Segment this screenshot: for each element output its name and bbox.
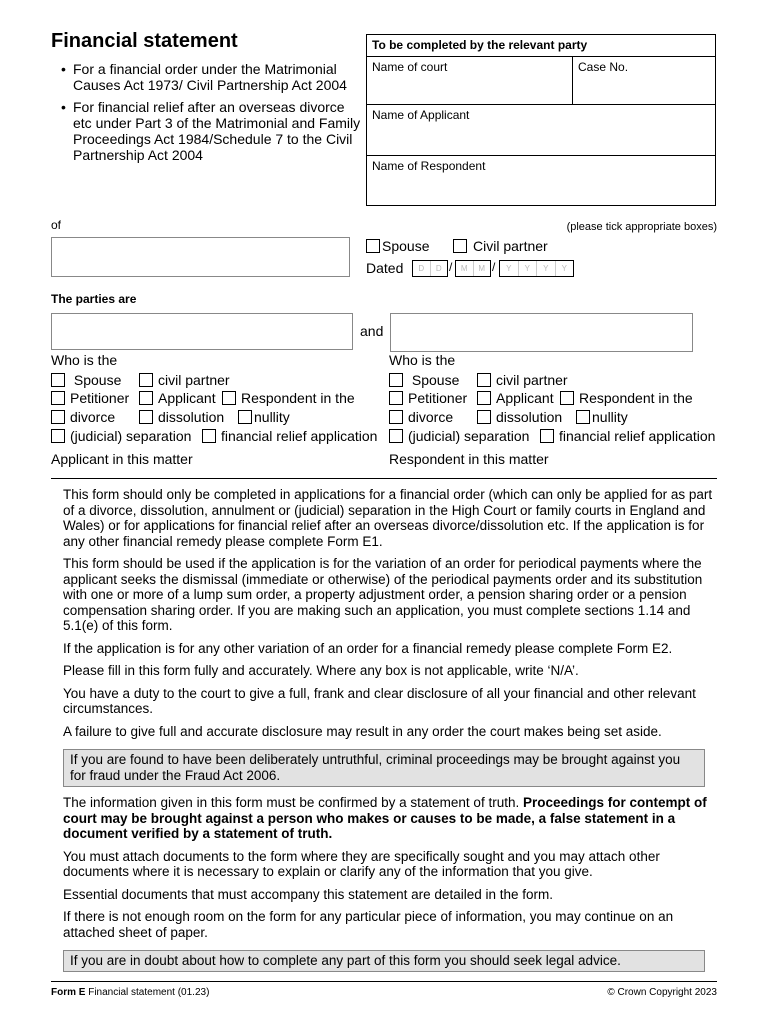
of-civil-partner-checkbox[interactable] bbox=[453, 239, 467, 253]
left-spouse-label: Spouse bbox=[73, 372, 122, 388]
right-civil-partner-label: civil partner bbox=[496, 372, 568, 388]
right-nullity-checkbox[interactable] bbox=[576, 410, 590, 424]
right-financial-relief-label: financial relief application bbox=[559, 428, 716, 444]
court-case-row bbox=[367, 57, 715, 105]
date-separator-2: / bbox=[492, 260, 496, 274]
respondent-in-matter: Respondent in this matter bbox=[389, 451, 549, 467]
left-petitioner-option[interactable] bbox=[51, 390, 129, 406]
right-petitioner-checkbox[interactable] bbox=[389, 391, 403, 405]
left-civil-partner-option[interactable] bbox=[139, 372, 230, 388]
right-nullity-option[interactable] bbox=[576, 409, 628, 425]
month-digit-2: M bbox=[478, 264, 486, 273]
left-divorce-checkbox[interactable] bbox=[51, 410, 65, 424]
section-divider bbox=[51, 478, 717, 479]
left-dissolution-checkbox[interactable] bbox=[139, 410, 153, 424]
of-spouse-checkbox[interactable] bbox=[366, 239, 380, 253]
instruction-p7 bbox=[63, 795, 713, 842]
page-title: Financial statement bbox=[51, 30, 238, 52]
of-spouse-label: Spouse bbox=[382, 238, 430, 254]
right-separation-checkbox[interactable] bbox=[389, 429, 403, 443]
right-dissolution-option[interactable] bbox=[477, 409, 562, 425]
left-spouse-option[interactable] bbox=[51, 372, 121, 388]
left-separation-checkbox[interactable] bbox=[51, 429, 65, 443]
dated-label: Dated bbox=[366, 260, 404, 276]
left-petitioner-label: Petitioner bbox=[70, 390, 130, 406]
applicant-in-matter: Applicant in this matter bbox=[51, 451, 193, 467]
applicant-name-field[interactable] bbox=[367, 105, 715, 156]
left-financial-relief-option[interactable] bbox=[202, 428, 377, 444]
month-digit-1: M bbox=[456, 261, 474, 276]
left-civil-partner-checkbox[interactable] bbox=[139, 373, 153, 387]
instruction-p7-plain: The information given in this form must be confirmed by a statement of truth. bbox=[63, 795, 523, 810]
right-applicant-label: Applicant bbox=[496, 390, 554, 406]
instructions-block bbox=[63, 487, 713, 746]
left-civil-partner-label: civil partner bbox=[158, 372, 230, 388]
form-id: Form E bbox=[51, 987, 86, 998]
left-petitioner-checkbox[interactable] bbox=[51, 391, 65, 405]
party-1-input[interactable] bbox=[51, 313, 353, 350]
of-civil-partner-label: Civil partner bbox=[473, 238, 548, 254]
right-respondent-label: Respondent in the bbox=[579, 390, 693, 406]
date-separator-1: / bbox=[449, 260, 453, 274]
instruction-p8: You must attach documents to the form where they are specifically sought and you may attach other documents where it is necessary to explain or clarify any of the information that you give. bbox=[63, 848, 660, 879]
right-civil-partner-option[interactable] bbox=[477, 372, 568, 388]
fraud-warning-box: If you are found to have been deliberately untruthful, criminal proceedings may be brought against you for fraud under the Fraud Act 2006. bbox=[63, 749, 705, 787]
scope-bullet-2: • For financial relief after an overseas divorce etc under Part 3 of the Matrimonial and Family Proceedings Act 1984/Schedule 7 to the Civil Partnership Act 2004 bbox=[61, 99, 361, 163]
left-respondent-label: Respondent in the bbox=[241, 390, 355, 406]
right-nullity-label: nullity bbox=[592, 409, 628, 425]
left-applicant-label: Applicant bbox=[158, 390, 216, 406]
right-separation-label: (judicial) separation bbox=[408, 428, 530, 444]
form-name: Financial statement (01.23) bbox=[85, 987, 210, 998]
right-spouse-option[interactable] bbox=[389, 372, 459, 388]
court-name-field[interactable] bbox=[367, 57, 573, 104]
left-divorce-option[interactable] bbox=[51, 409, 115, 425]
court-details-box bbox=[366, 34, 716, 206]
case-number-label: Case No. bbox=[578, 60, 629, 74]
instruction-p3: If the application is for any other variation of an order for a financial remedy please complete Form E2. bbox=[63, 640, 673, 656]
and-label: and bbox=[360, 323, 384, 339]
year-digit-3: Y bbox=[537, 261, 556, 276]
parties-heading: The parties are bbox=[51, 292, 137, 306]
instruction-p1: This form should only be completed in applications for a financial order (which can only be applied for as part of a divorce, dissolution, annulment or (judicial) separation in the High Court or family courts in England and Wales) or for applications for financial relief after an overseas divorce/dissolution etc. If the application is for any other financial remedy please complete Form E1. bbox=[63, 487, 713, 549]
right-who-is-the: Who is the bbox=[389, 352, 456, 368]
left-nullity-label: nullity bbox=[254, 409, 290, 425]
left-dissolution-label: dissolution bbox=[158, 409, 225, 425]
year-digit-4: Y bbox=[561, 264, 567, 273]
tick-hint: (please tick appropriate boxes) bbox=[566, 221, 717, 233]
instruction-p10: If there is not enough room on the form for any particular piece of information, you may continue on an attached sheet of paper. bbox=[63, 909, 674, 940]
respondent-name-field[interactable] bbox=[367, 156, 715, 205]
right-petitioner-option[interactable] bbox=[389, 390, 467, 406]
party-2-input[interactable] bbox=[390, 313, 693, 352]
left-respondent-option[interactable] bbox=[222, 390, 355, 406]
left-applicant-option[interactable] bbox=[139, 390, 216, 406]
date-day-input[interactable] bbox=[412, 260, 448, 277]
right-dissolution-label: dissolution bbox=[496, 409, 563, 425]
right-divorce-label: divorce bbox=[408, 409, 454, 425]
right-spouse-checkbox[interactable] bbox=[389, 373, 403, 387]
left-respondent-checkbox[interactable] bbox=[222, 391, 236, 405]
left-nullity-option[interactable] bbox=[238, 409, 290, 425]
instruction-p6: A failure to give full and accurate disclosure may result in any order the court makes being set aside. bbox=[63, 723, 662, 739]
court-box-heading: To be completed by the relevant party bbox=[367, 35, 715, 57]
left-financial-relief-label: financial relief application bbox=[221, 428, 378, 444]
date-month-input[interactable] bbox=[455, 260, 491, 277]
legal-advice-box: If you are in doubt about how to complete any part of this form you should seek legal advice. bbox=[63, 950, 705, 972]
left-who-is-the: Who is the bbox=[51, 352, 118, 368]
right-divorce-checkbox[interactable] bbox=[389, 410, 403, 424]
right-financial-relief-checkbox[interactable] bbox=[540, 429, 554, 443]
left-spouse-checkbox[interactable] bbox=[51, 373, 65, 387]
right-petitioner-label: Petitioner bbox=[408, 390, 468, 406]
form-footer-left bbox=[51, 987, 209, 998]
instructions-block-2 bbox=[63, 795, 713, 947]
scope-bullet-1: • For a financial order under the Matrimonial Causes Act 1973/ Civil Partnership Act 2004 bbox=[61, 61, 361, 93]
applicant-name-label: Name of Applicant bbox=[372, 108, 470, 122]
right-divorce-option[interactable] bbox=[389, 409, 453, 425]
right-spouse-label: Spouse bbox=[411, 372, 460, 388]
day-digit-2: D bbox=[435, 264, 442, 273]
court-name-label: Name of court bbox=[372, 60, 448, 74]
right-dissolution-checkbox[interactable] bbox=[477, 410, 491, 424]
right-respondent-checkbox[interactable] bbox=[560, 391, 574, 405]
footer-divider bbox=[51, 981, 717, 982]
left-divorce-label: divorce bbox=[70, 409, 116, 425]
case-number-field[interactable] bbox=[573, 57, 715, 104]
day-digit-1: D bbox=[413, 261, 431, 276]
left-nullity-checkbox[interactable] bbox=[238, 410, 252, 424]
left-separation-option[interactable] bbox=[51, 428, 191, 444]
instruction-p5: You have a duty to the court to give a full, frank and clear disclosure of all your financial and other relevant circumstances. bbox=[63, 685, 696, 716]
date-year-input[interactable] bbox=[499, 260, 574, 277]
year-digit-1: Y bbox=[500, 261, 519, 276]
of-name-input[interactable] bbox=[51, 237, 350, 277]
respondent-name-label: Name of Respondent bbox=[372, 159, 486, 173]
right-civil-partner-checkbox[interactable] bbox=[477, 373, 491, 387]
of-label: of bbox=[51, 218, 62, 232]
left-separation-label: (judicial) separation bbox=[70, 428, 192, 444]
scope-bullets bbox=[61, 61, 361, 169]
left-applicant-checkbox[interactable] bbox=[139, 391, 153, 405]
right-respondent-option[interactable] bbox=[560, 390, 693, 406]
left-dissolution-option[interactable] bbox=[139, 409, 224, 425]
instruction-p7-bold: Proceedings for contempt of court may be brought against a person who makes or causes to be made, a false statement in a document verified by a statement of truth. bbox=[63, 795, 707, 841]
of-spouse-option[interactable] bbox=[366, 238, 429, 254]
copyright: © Crown Copyright 2023 bbox=[607, 987, 717, 998]
instruction-p4: Please fill in this form fully and accurately. Where any box is not applicable, write ‘N/A’. bbox=[63, 663, 579, 678]
instruction-p2: This form should be used if the application is for the variation of an order for periodical payments where the applicant seeks the dismissal (immediate or otherwise) of the periodical payments order and its substitution with one or more of a lump sum order, a property adjustment order, a pension sharing order or a pension compensation sharing order. If you are making such an application, you must complete sections 1.14 and 5.1(e) of this form. bbox=[63, 556, 703, 633]
instruction-p9: Essential documents that must accompany this statement are detailed in the form. bbox=[63, 886, 553, 902]
right-applicant-option[interactable] bbox=[477, 390, 554, 406]
of-civil-partner-option[interactable] bbox=[453, 238, 548, 254]
right-separation-option[interactable] bbox=[389, 428, 529, 444]
right-applicant-checkbox[interactable] bbox=[477, 391, 491, 405]
left-financial-relief-checkbox[interactable] bbox=[202, 429, 216, 443]
year-digit-2: Y bbox=[519, 261, 538, 276]
right-financial-relief-option[interactable] bbox=[540, 428, 715, 444]
